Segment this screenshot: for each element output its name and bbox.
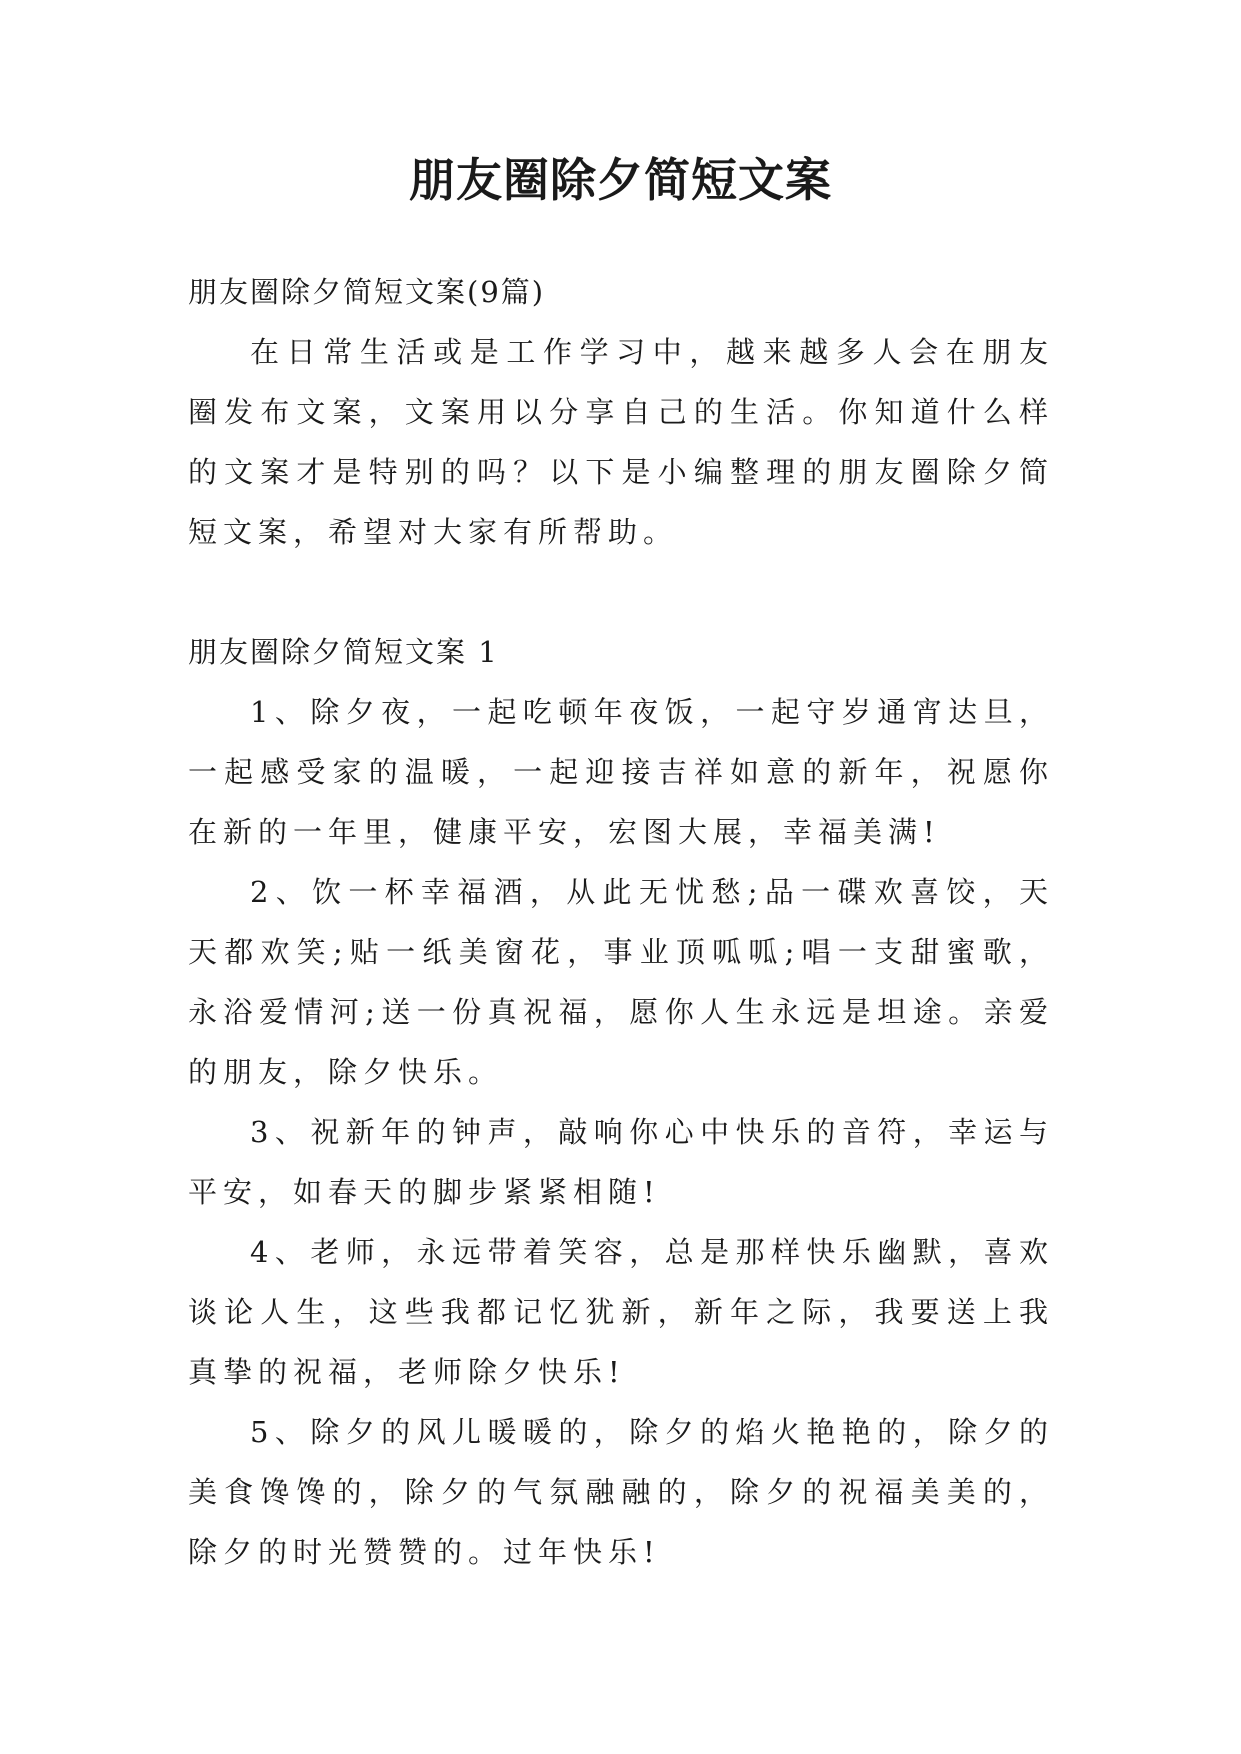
document-subtitle: 朋友圈除夕简短文案(9篇) bbox=[188, 275, 546, 309]
document-body bbox=[188, 262, 1054, 1582]
document-title: 朋友圈除夕简短文案 bbox=[409, 153, 832, 207]
list-item: 1、除夕夜，一起吃顿年夜饭，一起守岁通宵达旦，一起感受家的温暖，一起迎接吉祥如意的新年，祝愿你在新的一年里，健康平安，宏图大展，幸福美满! bbox=[188, 695, 1054, 849]
list-item: 5、除夕的风儿暖暖的，除夕的焰火艳艳的，除夕的美食馋馋的，除夕的气氛融融的，除夕的祝福美美的，除夕的时光赞赞的。过年快乐! bbox=[188, 1415, 1054, 1569]
list-item: 4、老师，永远带着笑容，总是那样快乐幽默，喜欢谈论人生，这些我都记忆犹新，新年之际，我要送上我真挚的祝福，老师除夕快乐! bbox=[188, 1235, 1054, 1389]
intro-paragraph: 在日常生活或是工作学习中，越来越多人会在朋友圈发布文案，文案用以分享自己的生活。你知道什么样的文案才是特别的吗？以下是小编整理的朋友圈除夕简短文案，希望对大家有所帮助。 bbox=[188, 335, 1054, 549]
list-item: 3、祝新年的钟声，敲响你心中快乐的音符，幸运与平安，如春天的脚步紧紧相随! bbox=[188, 1115, 1054, 1209]
section-heading: 朋友圈除夕简短文案 1 bbox=[188, 635, 499, 669]
list-item: 2、饮一杯幸福酒，从此无忧愁;品一碟欢喜饺，天天都欢笑;贴一纸美窗花，事业顶呱呱;唱一支甜蜜歌，永浴爱情河;送一份真祝福，愿你人生永远是坦途。亲爱的朋友，除夕快乐。 bbox=[188, 875, 1054, 1089]
